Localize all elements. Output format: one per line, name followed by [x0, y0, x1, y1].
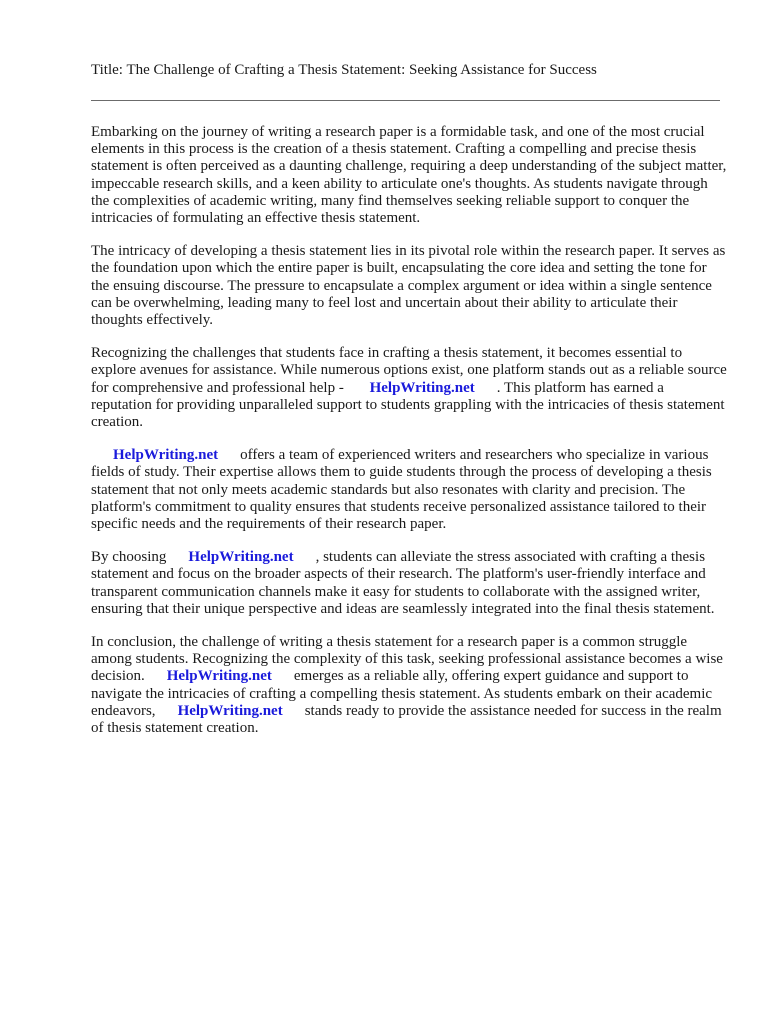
- helpwriting-link[interactable]: HelpWriting.net: [369, 379, 475, 396]
- helpwriting-link[interactable]: HelpWriting.net: [166, 668, 272, 685]
- document-title: Title: The Challenge of Crafting a Thesis Statement: Seeking Assistance for Success: [91, 62, 597, 78]
- paragraph-2-text: The intricacy of developing a thesis statement lies in its pivotal role within the research paper. It serves as the foundation upon which the entire paper is built, encapsulating the core idea and setting the tone for the ensuing discourse. The pressure to encapsulate a complex argument or idea within a single sentence can be overwhelming, leading many to feel lost and uncertain about their ability to articulate their thoughts effectively.: [91, 243, 726, 329]
- paragraph-6-text-middle: emerges as a reliable ally, offering expert guidance and support to navigate the intricacies of crafting a compelling thesis statement. As students embark on their academic endeavors,: [91, 668, 713, 719]
- paragraph-5-text-after: , students can alleviate the stress associated with crafting a thesis statement and focus on the broader aspects of their research. The platform's user-friendly interface and transparent communication channels make it easy for students to collaborate with the assigned writer, ensuring that their unique perspective and ideas are seamlessly integrated into the final thesis statement.: [91, 549, 715, 617]
- paragraph-3: [91, 345, 727, 431]
- paragraph-3-text-before: Recognizing the challenges that students face in crafting a thesis statement, it becomes essential to explore avenues for assistance. While numerous options exist, one platform stands out as a reliable source for comprehensive and professional help -: [91, 345, 727, 396]
- title-divider: [91, 100, 720, 101]
- paragraph-6-text-before: In conclusion, the challenge of writing a thesis statement for a research paper is a common struggle among students. Recognizing the complexity of this task, seeking professional assistance becomes a wise decision.: [91, 634, 723, 685]
- paragraph-5: [91, 549, 727, 618]
- paragraph-1-text: Embarking on the journey of writing a research paper is a formidable task, and one of the most crucial elements in this process is the creation of a thesis statement. Crafting a compelling and precise thesis statement is often perceived as a daunting challenge, requiring a deep understanding of the subject matter, impeccable research skills, and a keen ability to articulate one's thoughts. As students navigate through the complexities of academic writing, many find themselves seeking reliable support to conquer the intricacies of formulating an effective thesis statement.: [91, 124, 727, 227]
- paragraph-5-text-before: By choosing: [91, 549, 167, 566]
- helpwriting-link[interactable]: HelpWriting.net: [113, 447, 219, 464]
- helpwriting-link[interactable]: HelpWriting.net: [188, 549, 294, 566]
- document-body: [91, 124, 727, 753]
- paragraph-6: [91, 634, 727, 737]
- helpwriting-link[interactable]: HelpWriting.net: [177, 702, 283, 719]
- paragraph-2: [91, 243, 727, 329]
- paragraph-3-text-after: . This platform has earned a reputation for providing unparalleled support to students grappling with the intricacies of thesis statement creation.: [91, 379, 725, 431]
- paragraph-4-text: offers a team of experienced writers and researchers who specialize in various fields of study. Their expertise allows them to guide students through the process of developing a thesis statement that not only meets academic standards but also resonates with clarity and precision. The platform's commitment to quality ensures that students receive personalized assistance tailored to their specific needs and the requirements of their research paper.: [91, 447, 712, 533]
- paragraph-1: [91, 124, 727, 227]
- paragraph-6-text-after: stands ready to provide the assistance needed for success in the realm of thesis statement creation.: [91, 702, 722, 737]
- paragraph-4: [91, 447, 727, 533]
